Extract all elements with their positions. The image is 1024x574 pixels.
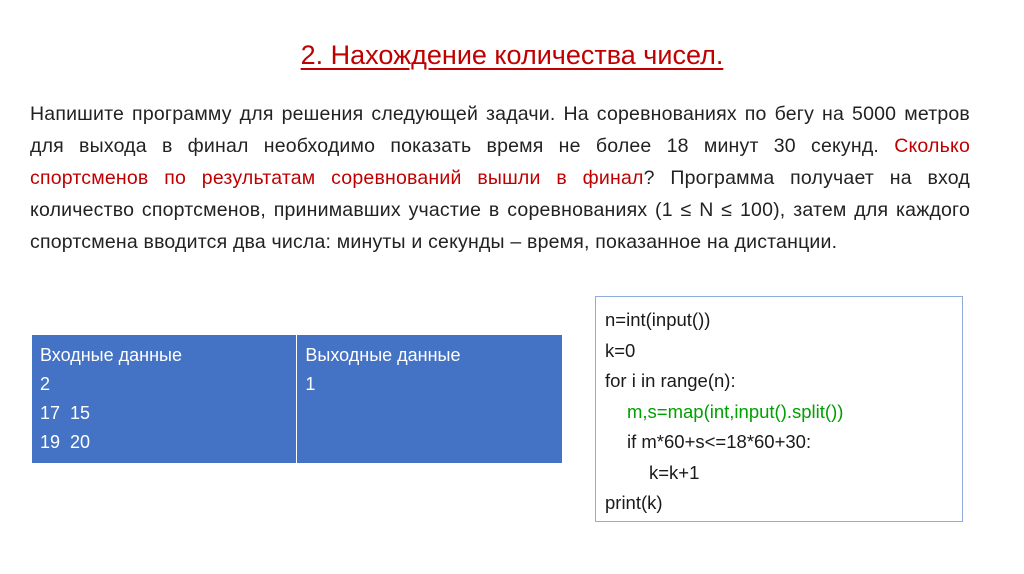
- output-header: Выходные данные: [305, 345, 461, 365]
- task-description: [30, 98, 970, 258]
- task-question: Сколько спортсменов по результатам соревнований вышли в финал: [30, 135, 970, 189]
- input-header: Входные данные: [40, 345, 182, 365]
- input-data-cell: [32, 335, 297, 464]
- task-text-part1: Напишите программу для решения следующей задачи. На соревнованиях по бегу на 5000 метров для выхода в финал необходимо показать время не более 18 минут 30 секунд.: [30, 103, 970, 157]
- output-data-cell: [297, 335, 563, 464]
- code-line: for i in range(n):: [605, 370, 736, 391]
- input-line: 17 15: [40, 403, 91, 423]
- input-line: 2: [40, 374, 51, 394]
- io-table: [31, 334, 563, 464]
- table-row: [32, 335, 563, 464]
- output-line: 1: [305, 374, 316, 394]
- code-block: [595, 296, 963, 522]
- slide-title: 2. Нахождение количества чисел.: [300, 40, 724, 70]
- code-line: if m*60+s<=18*60+30:: [627, 431, 812, 452]
- code-line: k=k+1: [649, 461, 700, 483]
- code-line: m,s=map(int,input().split()): [627, 400, 844, 422]
- code-line: print(k): [605, 492, 663, 513]
- code-line: n=int(input()): [605, 309, 711, 330]
- code-line: k=0: [605, 339, 636, 361]
- task-text-part2: ? Программа получает на вход количество спортсменов, принимавших участие в соревнованиях (1 ≤ N ≤ 100), затем для каждого спортсмена вводится два числа: минуты и секунды – время, показанное на дистанции.: [30, 167, 970, 253]
- input-line: 19 20: [40, 432, 91, 452]
